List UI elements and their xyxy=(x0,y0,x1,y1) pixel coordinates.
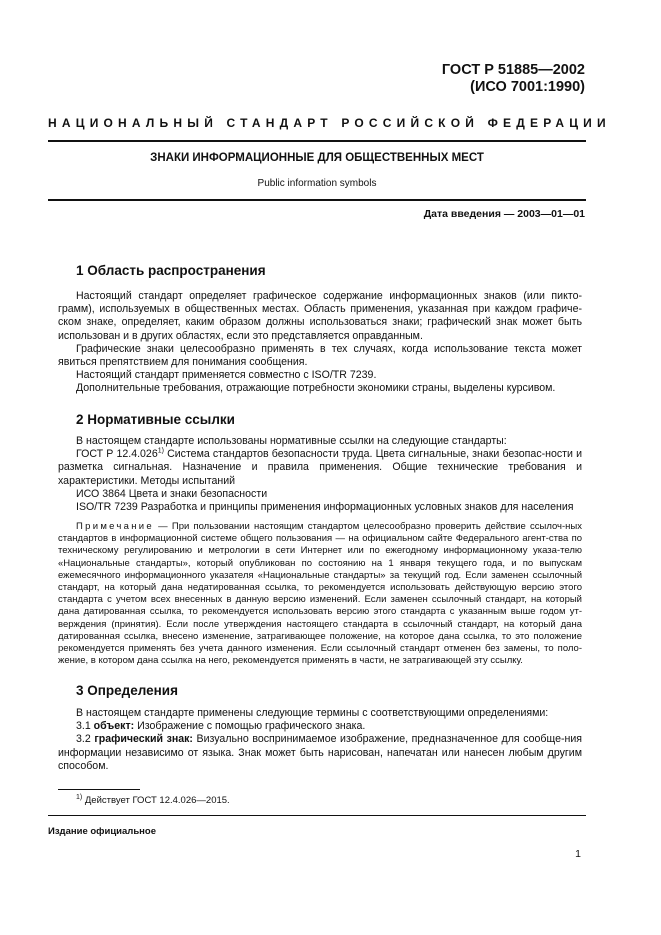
section-1-body xyxy=(58,290,582,396)
section-2-body xyxy=(58,435,582,514)
footnote-marker: 1) xyxy=(76,793,83,801)
paragraph: Графические знаки целесообразно применять в тех случаях, когда использование текста может явиться препятствием для понимания сообщения. xyxy=(58,342,582,369)
definition-text: Визуально воспринимаемое изображение, предназначенное для сообще-ния информации независимо от языка. Знак может быть нарисован, напечатан или нанесен любым другим способом. xyxy=(58,733,582,772)
footnote-marker: 1) xyxy=(157,447,164,455)
footnote-divider xyxy=(58,789,140,790)
reference-iso-tr-7239: ISO/TR 7239 Разработка и принципы применения информационных условных знаков для населения xyxy=(76,501,574,514)
iso-number: (ИСО 7001:1990) xyxy=(470,79,585,95)
paragraph: Настоящий стандарт определяет графическое содержание информационных знаков (или пикто-грамм), используемых в общественных местах. Область применения, указанная при каждом графиче-ском знаке, определяет, каким образом должны использоваться знаки; графический знак может быть использован и в других областях, если это представляется оправданным. xyxy=(58,290,582,342)
note-label: Примечание xyxy=(76,521,154,532)
footnote-text: Действует ГОСТ 12.4.026—2015. xyxy=(82,795,230,806)
reference-gost-12-4-026 xyxy=(58,448,582,488)
footnote xyxy=(76,795,230,806)
definition-term: объект: xyxy=(93,720,135,733)
top-divider xyxy=(48,140,586,142)
reference-code: ГОСТ Р 12.4.026 xyxy=(76,448,158,461)
document-title-english: Public information symbols xyxy=(257,178,377,189)
paragraph: В настоящем стандарте применены следующие термины с соответствующими определениями: xyxy=(76,707,549,719)
section-3-body xyxy=(58,707,582,773)
official-edition-label: Издание официальное xyxy=(48,826,156,837)
note-text: — При пользовании настоящим стандартом целесообразно проверить действие ссылоч-ных стандартов в информационной системе общего пользования — на официальном сайте Федерального агент-ства по техническому регулированию и метрологии в сети Интернет или по ежегодному информационному указа-телю «Национальные стандарты», который опубликован по состоянию на 1 января текущего года, и по выпускам ежемесячного информационного указателя «Национальные стандарты» за текущий год. Если заменен ссылочный стандарт, на который дана недатированная ссылка, то рекомендуется использовать действующую версию этого стандарта с учетом всех внесенных в данную версию изменений. Если заменен ссылочный стандарт, на который дана датированная ссылка, то рекомендуется использовать версию этого стандарта с указанным выше годом ут-верждения (принятия). Если после утверждения настоящего стандарта в ссылочный стандарт, на который дана датированная ссылка, внесено изменение, затрагивающее положение, на которое дана ссылка, то это положение рекомендуется применять без учета данного изменения. Если ссылочный стандарт отменен без замены, то поло-жение, в котором дана ссылка на него, рекомендуется применять в части, не затрагивающей эту ссылку. xyxy=(58,521,582,667)
reference-iso-3864: ИСО 3864 Цвета и знаки безопасности xyxy=(76,487,268,500)
definition-term: графический знак: xyxy=(94,733,193,746)
introduction-date: Дата введения — 2003—01—01 xyxy=(423,208,585,220)
document-title: ЗНАКИ ИНФОРМАЦИОННЫЕ ДЛЯ ОБЩЕСТВЕННЫХ МЕСТ xyxy=(150,152,484,164)
footer-divider xyxy=(48,815,586,816)
section-3-heading: 3 Определения xyxy=(76,683,178,698)
paragraph: Дополнительные требования, отражающие потребности экономики страны, выделены курсивом. xyxy=(76,382,556,395)
definition-text: Изображение с помощью графического знака. xyxy=(134,720,366,733)
note-block xyxy=(58,521,582,667)
definition-number: 3.2 xyxy=(76,733,95,746)
definition-3-1 xyxy=(58,720,582,733)
title-divider xyxy=(48,199,586,201)
section-1-heading: 1 Область распространения xyxy=(76,263,266,278)
definition-number: 3.1 xyxy=(76,720,94,733)
paragraph: В настоящем стандарте использованы нормативные ссылки на следующие стандарты: xyxy=(76,435,507,447)
gost-number: ГОСТ Р 51885—2002 xyxy=(441,62,585,78)
reference-text: Система стандартов безопасности труда. Цвета сигнальные, знаки безопас-ности и разметка сигнальная. Назначение и правила применения. Общие технические требования и характеристики. Методы испытаний xyxy=(58,448,582,487)
paragraph: Настоящий стандарт применяется совместно с ISO/TR 7239. xyxy=(76,369,377,382)
national-standard-title: НАЦИОНАЛЬНЫЙ СТАНДАРТ РОССИЙСКОЙ ФЕДЕРАЦИИ xyxy=(48,116,611,130)
definition-3-2 xyxy=(58,733,582,773)
standard-designation xyxy=(442,62,585,96)
page-number: 1 xyxy=(575,848,581,860)
section-2-heading: 2 Нормативные ссылки xyxy=(76,412,235,427)
